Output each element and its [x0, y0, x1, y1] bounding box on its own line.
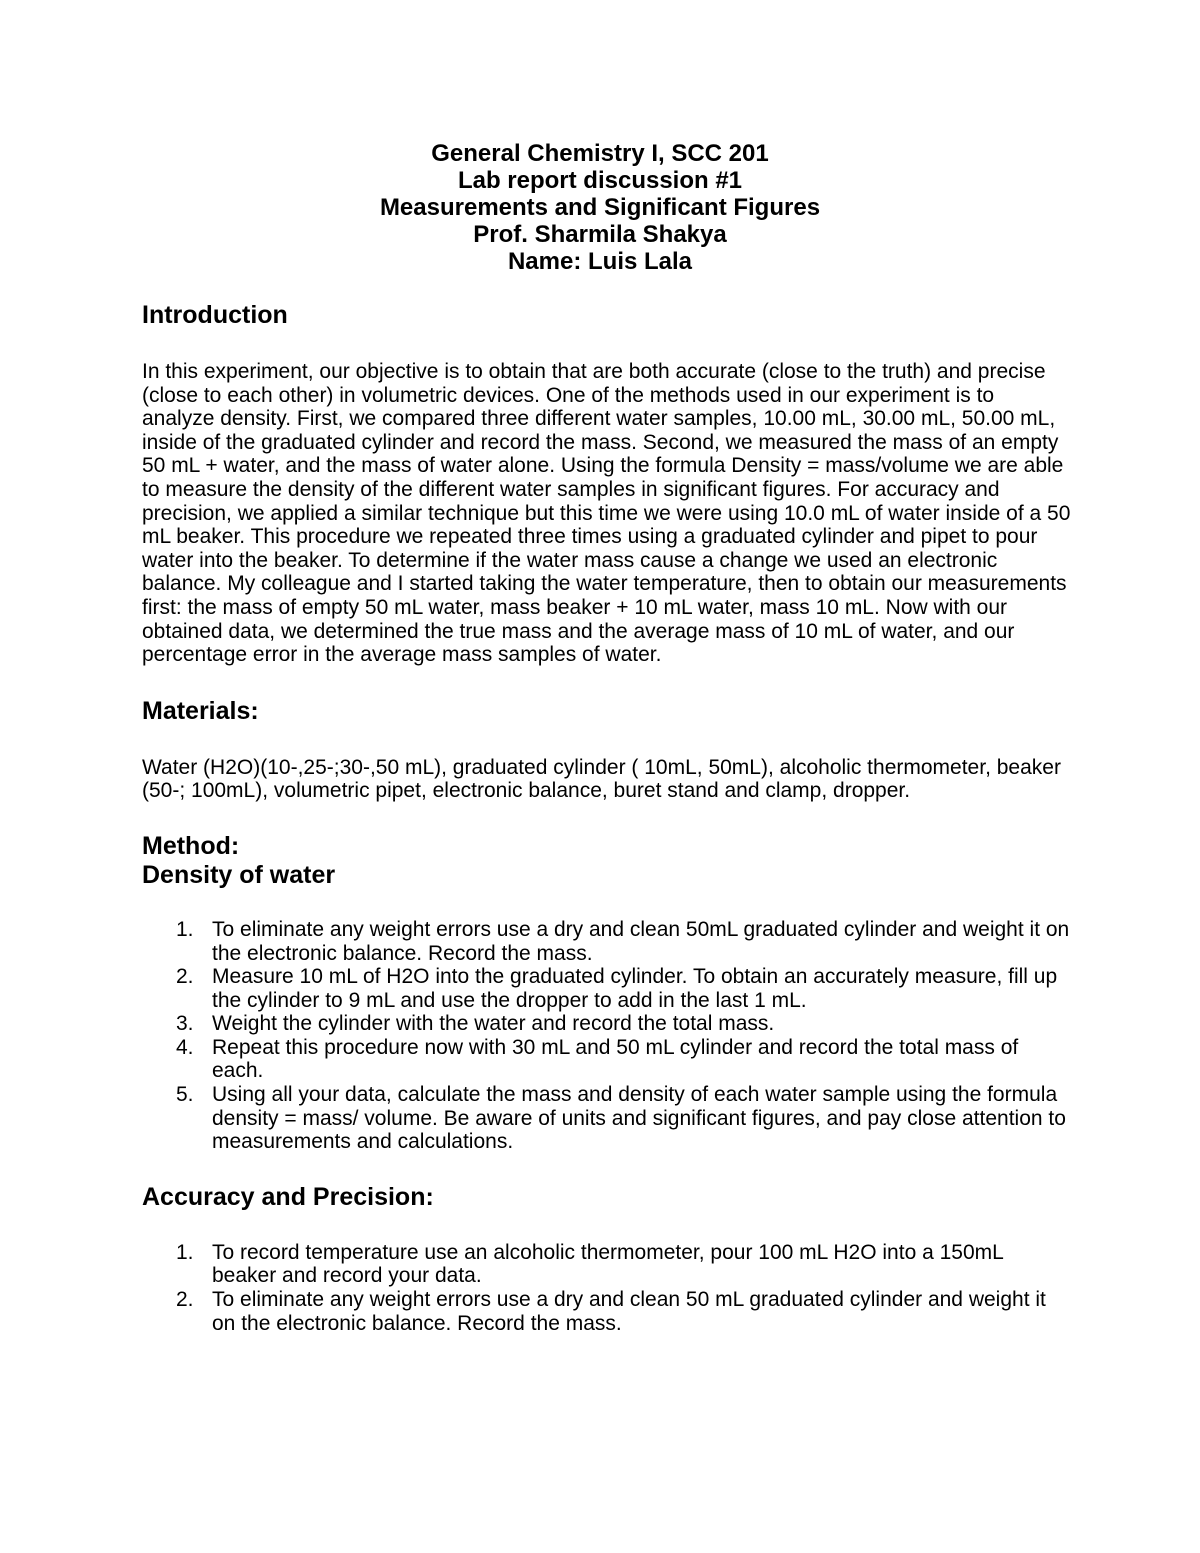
list-item: [142, 965, 1072, 1012]
list-item: [142, 1083, 1072, 1154]
list-item-number: 5.: [176, 1083, 194, 1107]
accuracy-precision-heading: Accuracy and Precision:: [142, 1182, 434, 1211]
professor-name: Prof. Sharmila Shakya: [473, 221, 727, 248]
list-item-text: To eliminate any weight errors use a dry and clean 50 mL graduated cylinder and weight it on the electronic balance. Record the mass.: [212, 1288, 1046, 1335]
list-item-text: Weight the cylinder with the water and record the total mass.: [212, 1012, 775, 1036]
list-item: [142, 1241, 1072, 1288]
density-of-water-heading: Density of water: [142, 860, 336, 889]
list-item: [142, 918, 1072, 965]
materials-heading: Materials:: [142, 696, 259, 725]
list-item-text: Repeat this procedure now with 30 mL and 50 mL cylinder and record the total mass of each.: [212, 1035, 1019, 1083]
report-subtitle: Measurements and Significant Figures: [379, 194, 821, 221]
method-steps-list: [142, 918, 1072, 1154]
list-item-number: 3.: [176, 1012, 194, 1036]
list-item-text: To eliminate any weight errors use a dry and clean 50mL graduated cylinder and weight it on the electronic balance. Record the mass.: [212, 917, 1070, 965]
list-item-number: 1.: [176, 1240, 194, 1264]
course-title: General Chemistry I, SCC 201: [431, 140, 769, 167]
materials-paragraph: Water (H2O)(10-,25-;30-,50 mL), graduated cylinder ( 10mL, 50mL), alcoholic thermometer, beaker (50-; 100mL), volumetric pipet, electronic balance, buret stand and clamp, dropper.: [142, 755, 1061, 803]
list-item-number: 1.: [176, 917, 194, 941]
list-item-number: 4.: [176, 1035, 194, 1059]
student-name: Name: Luis Lala: [507, 248, 693, 275]
introduction-heading: Introduction: [142, 301, 288, 329]
document-content: [142, 140, 1072, 1335]
list-item: [142, 1036, 1072, 1083]
list-item-text: Measure 10 mL of H2O into the graduated cylinder. To obtain an accurately measure, fill up the cylinder to 9 mL and use the dropper to add in the last 1 mL.: [212, 965, 1058, 1012]
document-header: [0, 140, 1200, 275]
method-heading: Method:: [142, 831, 240, 860]
list-item-text: Using all your data, calculate the mass and density of each water sample using the formula density = mass/ volume. Be aware of units and significant figures, and pay close attention to measurements and calculations.: [212, 1083, 1066, 1154]
list-item: [142, 1012, 1072, 1036]
list-item-number: 2.: [176, 1288, 194, 1312]
accuracy-steps-list: [142, 1241, 1072, 1335]
list-item: [142, 1288, 1072, 1335]
list-item-text: To record temperature use an alcoholic thermometer, pour 100 mL H2O into a 150mL beaker and record your data.: [212, 1240, 1004, 1288]
introduction-paragraph: In this experiment, our objective is to obtain that are both accurate (close to the truth) and precise (close to each other) in volumetric devices. One of the methods used in our experiment is to analyze density. First, we compared three different water samples, 10.00 mL, 30.00 mL, 50.00 mL, inside of the graduated cylinder and record the mass. Second, we measured the mass of an empty 50 mL + water, and the mass of water alone. Using the formula Density = mass/volume we are able to measure the density of the different water samples in significant figures. For accuracy and precision, we applied a similar technique but this time we were using 10.0 mL of water inside of a 50 mL beaker. This procedure we repeated three times using a graduated cylinder and pipet to pour water into the beaker. To determine if the water mass cause a change we used an electronic balance. My colleague and I started taking the water temperature, then to obtain our measurements first: the mass of empty 50 mL water, mass beaker + 10 mL water, mass 10 mL. Now with our obtained data, we determined the true mass and the average mass of 10 mL of water, and our percentage error in the average mass samples of water.: [142, 360, 1071, 667]
report-title: Lab report discussion #1: [457, 167, 743, 194]
list-item-number: 2.: [176, 965, 194, 989]
